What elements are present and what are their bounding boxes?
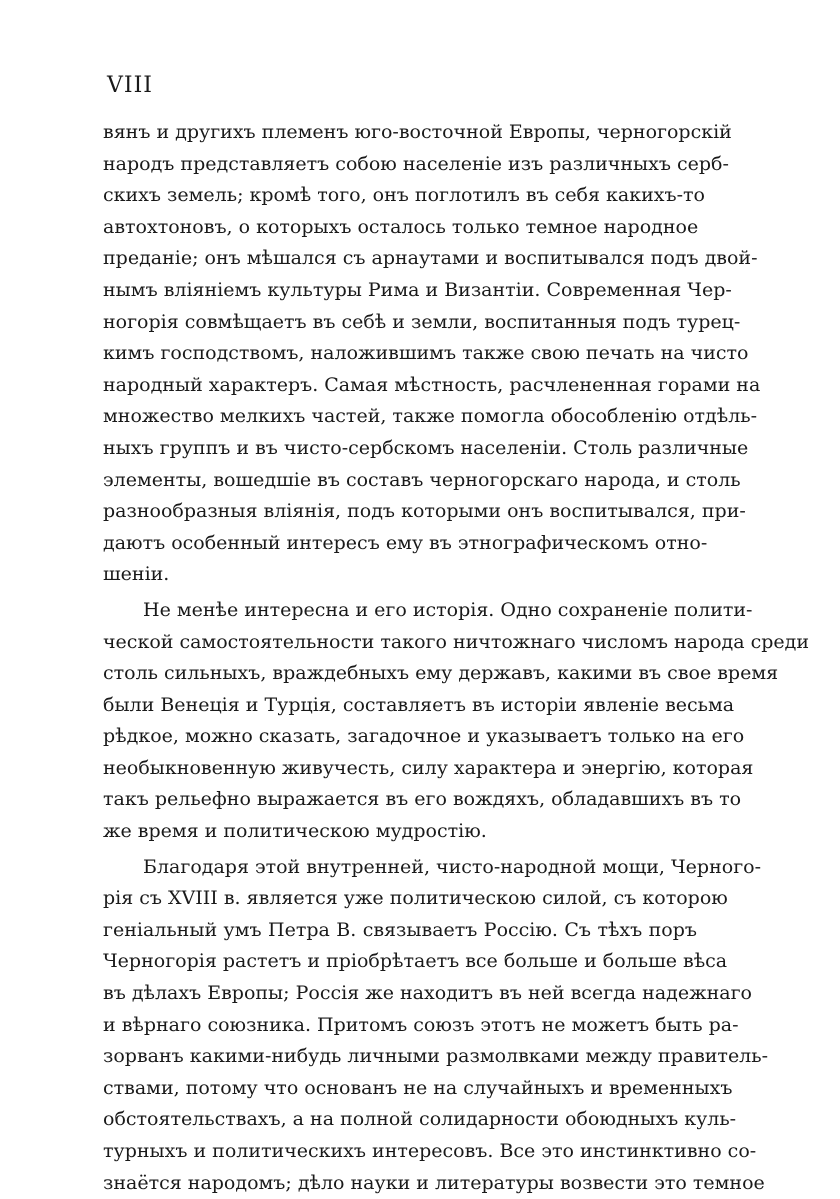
text-line: множество мелкихъ частей, также помогла обособленію отдѣль- (103, 405, 758, 428)
text-line: были Венеція и Турція, составляетъ въ исторіи явленіе весьма (103, 693, 735, 716)
paragraph (103, 117, 761, 591)
page-number: VIII (107, 73, 153, 98)
text-line: шеніи. (103, 563, 170, 586)
text-line: элементы, вошедшіе въ составъ черногорскаго народа, и столь (103, 468, 741, 491)
text-line: рія съ XVIII в. является уже политическою силой, съ которою (103, 887, 728, 910)
text-line: ствами, потому что основанъ не на случайныхъ и временныхъ (103, 1076, 733, 1099)
text-line: автохтоновъ, о которыхъ осталось только темное народное (103, 215, 699, 238)
text-line: преданіе; онъ мѣшался съ арнаутами и воспитывался подъ двой- (103, 247, 758, 270)
text-line: народъ представляетъ собою населеніе изъ различныхъ серб- (103, 152, 729, 175)
text-line: въ дѣлахъ Европы; Россія же находитъ въ ней всегда надежнаго (103, 982, 752, 1005)
text-line: скихъ земель; кромѣ того, онъ поглотилъ въ себя какихъ-то (103, 184, 705, 207)
text-line: рѣдкое, можно сказать, загадочное и указываетъ только на его (103, 725, 745, 748)
text-line: разнообразныя вліянія, подъ которыми онъ воспитывался, при- (103, 500, 746, 523)
text-line: ческой самостоятельности такого ничтожнаго числомъ народа среди (103, 630, 810, 653)
text-line: и вѣрнаго союзника. Притомъ союзъ этотъ не можетъ быть ра- (103, 1013, 739, 1036)
text-line: кимъ господствомъ, наложившимъ также свою печать на чисто (103, 342, 749, 365)
text-line: геніальный умъ Петра В. связываетъ Россію. Съ тѣхъ поръ (103, 918, 697, 941)
body-text (103, 117, 810, 1199)
text-line: зорванъ какими-нибудь личными размолвками между правитель- (103, 1045, 769, 1068)
text-line: Не менѣе интересна и его исторія. Одно сохраненіе полити- (143, 598, 753, 621)
paragraph (103, 852, 769, 1199)
text-line: турныхъ и политическихъ интересовъ. Все это инстинктивно со- (103, 1140, 757, 1162)
text-line: Благодаря этой внутренней, чисто-народной мощи, Черного- (143, 855, 762, 878)
text-line: необыкновенную живучесть, силу характера и энергію, которая (103, 756, 754, 779)
text-line: нымъ вліяніемъ культуры Рима и Византіи. Современная Чер- (103, 278, 732, 301)
text-line: ногорія совмѣщаетъ въ себѣ и земли, воспитанныя подъ турец- (103, 310, 741, 333)
paragraph (103, 595, 810, 848)
text-line: даютъ особенный интересъ ему въ этнографическомъ отно- (103, 531, 708, 554)
text-line: ныхъ группъ и въ чисто-сербскомъ населеніи. Столь различные (103, 436, 749, 459)
text-line: столь сильныхъ, враждебныхъ ему державъ, какими въ свое время (103, 662, 779, 685)
text-line: же время и политическою мудростію. (103, 820, 487, 843)
text-line: обстоятельствахъ, а на полной солидарности обоюдныхъ куль- (103, 1108, 737, 1131)
text-line: знаётся народомъ; дѣло науки и литературы возвести это темное (103, 1171, 765, 1194)
text-line: народный характеръ. Самая мѣстность, расчлененная горами на (103, 373, 761, 396)
text-line: вянъ и другихъ племенъ юго-восточной Европы, черногорскій (103, 121, 732, 143)
text-line: Черногорія растетъ и пріобрѣтаетъ все больше и больше вѣса (103, 950, 728, 973)
text-line: такъ рельефно выражается въ его вождяхъ, обладавшихъ въ то (103, 788, 742, 811)
